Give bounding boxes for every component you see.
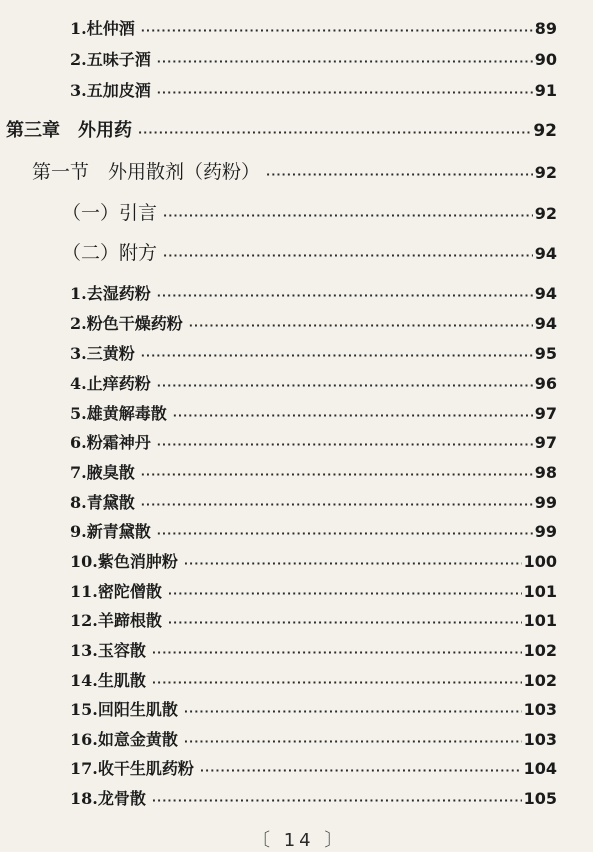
toc-entry-title: 3.五加皮酒	[70, 81, 151, 100]
dot-leader	[141, 349, 533, 362]
toc-entry-title: 13.玉容散	[70, 641, 146, 660]
dot-leader	[184, 735, 522, 748]
toc-entry	[70, 460, 557, 483]
dot-leader	[157, 527, 533, 540]
toc-entry-title: 5.雄黄解毒散	[70, 404, 167, 423]
toc-entry-title: 14.生肌散	[70, 671, 146, 690]
toc-entry-title: 4.止痒药粉	[70, 374, 151, 393]
toc-entry-title: 18.龙骨散	[70, 789, 146, 808]
toc-entry-title: 16.如意金黄散	[70, 730, 178, 749]
toc-entry	[70, 638, 557, 661]
toc-entry-page: 104	[523, 759, 557, 778]
toc-entry	[70, 519, 557, 542]
toc-entry-title: 12.羊蹄根散	[70, 611, 162, 630]
toc-entry-page: 92	[533, 121, 557, 141]
toc-entry	[70, 668, 557, 691]
toc-entry	[70, 549, 557, 572]
toc-entry-page: 94	[534, 244, 557, 263]
toc-entry-title: 第三章 外用药	[6, 120, 132, 141]
toc-entry-page: 102	[523, 671, 557, 690]
dot-leader	[266, 168, 533, 181]
dot-leader	[152, 794, 522, 807]
toc-entry-title: （二）附方	[62, 242, 158, 264]
toc-entry-page: 91	[534, 81, 557, 100]
dot-leader	[189, 319, 533, 332]
dot-leader	[168, 616, 522, 629]
toc-entry	[70, 281, 557, 304]
toc-entry-title: 9.新青黛散	[70, 522, 151, 541]
toc-entry-title: 1.去湿药粉	[70, 284, 151, 303]
toc-entry-title: （一）引言	[62, 202, 158, 224]
dot-leader	[168, 587, 522, 600]
toc-entry	[70, 78, 557, 101]
toc-entry-page: 98	[534, 463, 557, 482]
toc-entry	[70, 697, 557, 720]
toc-entry-page: 99	[534, 493, 557, 512]
toc-section-heading	[32, 157, 557, 184]
toc-entry	[70, 401, 557, 424]
toc-entry-page: 94	[534, 284, 557, 303]
toc-entry	[70, 579, 557, 602]
toc-entry	[70, 371, 557, 394]
toc-entry-title: 10.紫色消肿粉	[70, 552, 178, 571]
toc-entry-page: 89	[534, 19, 557, 38]
toc-entry-page: 95	[534, 344, 557, 363]
toc-entry-page: 103	[523, 700, 557, 719]
toc-entry-title: 6.粉霜神丹	[70, 433, 151, 452]
toc-entry	[70, 727, 557, 750]
dot-leader	[157, 86, 533, 99]
toc-entry-page: 92	[534, 163, 557, 182]
toc-entry-page: 101	[523, 582, 557, 601]
toc-entry-page: 99	[534, 522, 557, 541]
toc-subsection-heading	[62, 238, 557, 265]
toc-entry-title: 第一节 外用散剂（药粉）	[32, 161, 261, 183]
toc-chapter-heading	[6, 116, 557, 142]
toc-entry-title: 15.回阳生肌散	[70, 700, 178, 719]
toc-entry-page: 105	[523, 789, 557, 808]
dot-leader	[152, 676, 522, 689]
toc-entry-title: 2.五味子酒	[70, 50, 151, 69]
toc-entry	[70, 756, 557, 779]
toc-entry-title: 1.杜仲酒	[70, 19, 135, 38]
toc-entry-page: 102	[523, 641, 557, 660]
toc-entry-title: 17.收干生肌药粉	[70, 759, 194, 778]
toc-entry	[70, 786, 557, 809]
dot-leader	[157, 55, 533, 68]
toc-entry	[70, 341, 557, 364]
toc-entry-title: 2.粉色干燥药粉	[70, 314, 183, 333]
toc-entry-page: 100	[523, 552, 557, 571]
toc-entry	[70, 430, 557, 453]
toc-entry	[70, 311, 557, 334]
dot-leader	[141, 468, 533, 481]
toc-entry-title: 7.腋臭散	[70, 463, 135, 482]
page-number-footer: 〔 14 〕	[252, 830, 347, 851]
toc-entry	[70, 16, 557, 39]
toc-entry-title: 3.三黄粉	[70, 344, 135, 363]
dot-leader	[157, 438, 533, 451]
dot-leader	[163, 249, 533, 262]
toc-entry-page: 101	[523, 611, 557, 630]
toc-entry-page: 97	[534, 433, 557, 452]
toc-entry	[70, 490, 557, 513]
dot-leader	[141, 498, 533, 511]
dot-leader	[184, 705, 522, 718]
toc-entry-title: 8.青黛散	[70, 493, 135, 512]
dot-leader	[200, 764, 522, 777]
dot-leader	[157, 379, 533, 392]
toc-entry-page: 103	[523, 730, 557, 749]
toc-entry-page: 92	[534, 204, 557, 223]
toc-entry	[70, 608, 557, 631]
toc-entry-page: 97	[534, 404, 557, 423]
toc-entry-title: 11.密陀僧散	[70, 582, 162, 601]
dot-leader	[157, 289, 533, 302]
dot-leader	[138, 126, 531, 139]
toc-subsection-heading	[62, 198, 557, 225]
dot-leader	[173, 409, 533, 422]
dot-leader	[184, 557, 522, 570]
dot-leader	[141, 24, 533, 37]
toc-entry-page: 90	[534, 50, 557, 69]
dot-leader	[163, 209, 533, 222]
toc-entry	[70, 47, 557, 70]
dot-leader	[152, 646, 522, 659]
toc-entry-page: 94	[534, 314, 557, 333]
toc-entry-page: 96	[534, 374, 557, 393]
